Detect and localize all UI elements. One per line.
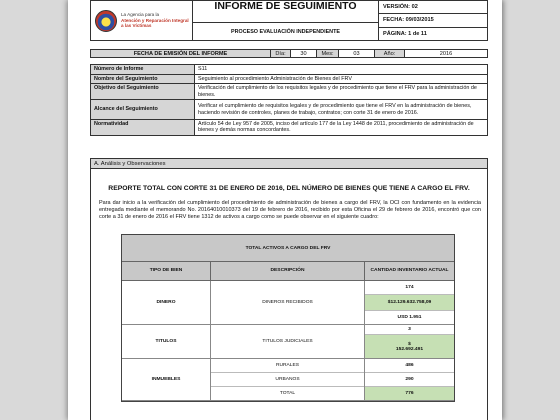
report-title: REPORTE TOTAL CON CORTE 31 DE ENERO DE 2016, DEL NÚMERO DE BIENES QUE TIENE A CARGO EL FRV.: [108, 185, 470, 192]
report-paragraph: Para dar inicio a la verificación del cumplimiento del procedimiento de administración de bienes a cargo del FRV, la OCI con fundamento en la evidencia entregada mediante el memorando No. 20164010010373 del 19 de febrero de 2016, recibido por esta Oficina el 29 de febrero de 2016, encontró que con corte a 31 de enero de 2016 el FRV tiene 1312 de activos a cargo como se puede observar en el siguiente cuadro:: [99, 200, 481, 220]
year-label: Año:: [375, 50, 405, 57]
row-amount-cell: [365, 335, 454, 358]
table-row: [122, 325, 454, 359]
coat-of-arms-icon: [95, 10, 117, 32]
row-amount-cell: [365, 295, 454, 311]
analysis-section: [90, 169, 488, 420]
row-usd: USD 1.951: [397, 315, 422, 320]
document-title: INFORME DE SEGUIMIENTO: [193, 1, 378, 23]
col-header-description: DESCRIPCIÓN: [211, 262, 365, 280]
regulations: Artículo 54 de Ley 957 de 2005, inciso del artículo 177 de la Ley 1448 de 2011, procedimiento de administración de bienes y demás normas concordantes.: [198, 120, 474, 134]
row-quantity: 174: [365, 281, 454, 295]
day-label: Día:: [271, 50, 291, 57]
row-type: TITULOS: [122, 325, 211, 358]
table-title: TOTAL ACTIVOS A CARGO DEL FRV: [122, 235, 454, 262]
assets-table: [121, 234, 455, 402]
version: VERSIÓN: 02: [379, 1, 487, 14]
regulations-label: Normatividad: [91, 120, 195, 135]
row-description: DINEROS RECIBIDOS: [262, 300, 313, 305]
logo-line-1: La Agencia para la: [121, 12, 160, 18]
logo: [91, 1, 193, 40]
row-amount: 12.129.632.758,09: [390, 300, 432, 305]
currency-symbol: $: [387, 300, 391, 305]
objective: Verificación del cumplimiento de los requisitos legales y de procedimiento que tiene el FRV para la administración de bienes.: [198, 85, 477, 98]
row-quantity: 290: [365, 373, 454, 387]
document-header: [90, 0, 488, 41]
section-heading: A. Análisis y Observaciones: [90, 158, 488, 169]
row-quantity: 486: [365, 359, 454, 373]
day-value: 30: [291, 50, 317, 57]
report-number: S11: [198, 66, 208, 72]
date: FECHA: 09/03/2015: [379, 14, 487, 27]
report-number-label: Número de Informe: [91, 65, 195, 74]
month-value: 03: [339, 50, 375, 57]
logo-line-2: Atención y Reparación Integral: [121, 17, 189, 23]
row-amount: 152.692.491: [395, 346, 424, 352]
row-quantity: 3: [365, 325, 454, 335]
follow-up-name-label: Nombre del Seguimiento: [91, 75, 195, 84]
document-page: [68, 0, 502, 420]
row-description: TOTAL: [279, 391, 296, 396]
report-info-table: [90, 64, 488, 136]
emission-label: FECHA DE EMISIÓN DEL INFORME: [91, 50, 271, 57]
month-label: Mes:: [317, 50, 339, 57]
follow-up-name: Seguimiento al procedimiento Administración de Bienes del FRV: [198, 75, 352, 82]
row-type: INMUEBLES: [122, 359, 211, 400]
col-header-type: TIPO DE BIEN: [122, 262, 211, 280]
row-type: DINERO: [122, 281, 211, 324]
row-description: RURALES: [211, 359, 364, 373]
scope: Verificar el cumplimiento de requisitos legales y de procedimiento que tiene el FRV en la administración de bienes, haciendo revisión de controles, planes de trabajo, contratos; con corte 31 de enero de 2016.: [198, 103, 472, 116]
row-description: URBANOS: [211, 373, 364, 387]
year-value: 2016: [439, 50, 453, 57]
row-description: TITULOS JUDICIALES: [262, 339, 313, 344]
emission-date-row: [90, 49, 488, 58]
logo-line-3: a las Víctimas: [121, 23, 152, 29]
currency-symbol: $: [408, 341, 411, 347]
process-name: PROCESO EVALUACIÓN INDEPENDIENTE: [231, 28, 340, 35]
row-quantity: 776: [365, 387, 454, 400]
scope-label: Alcance del Seguimiento: [91, 100, 195, 118]
objective-label: Objetivo del Seguimiento: [91, 84, 195, 99]
table-row: [122, 359, 454, 401]
page-count: PÁGINA: 1 de 11: [383, 30, 427, 37]
table-row: [122, 281, 454, 325]
col-header-quantity: CANTIDAD INVENTARIO ACTUAL: [365, 262, 454, 280]
